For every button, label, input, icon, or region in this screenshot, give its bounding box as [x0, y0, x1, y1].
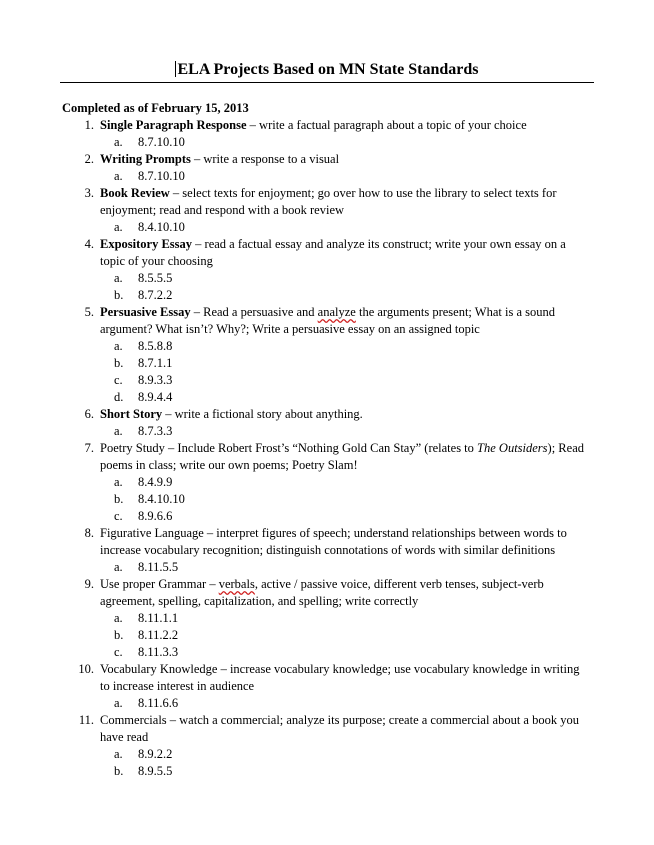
standard-letter: b. — [114, 356, 124, 370]
title-text: ELA Projects Based on MN State Standards — [177, 61, 479, 78]
text-part: – write a fictional story about anything. — [162, 407, 363, 421]
standard-code: 8.7.10.10 — [138, 169, 185, 183]
standard-letter: a. — [114, 169, 123, 183]
project-list — [62, 117, 592, 780]
standard-letter: a. — [114, 220, 123, 234]
list-item-number: 7. — [84, 441, 94, 455]
list-item-text — [100, 236, 592, 270]
list-item-text — [100, 712, 592, 746]
project-name: Persuasive Essay — [100, 305, 191, 319]
standard-item — [62, 372, 592, 389]
list-item — [62, 525, 592, 559]
project-name: Book Review — [100, 186, 170, 200]
list-item-text — [100, 440, 592, 474]
standard-letter: a. — [114, 339, 123, 353]
standard-item — [62, 644, 592, 661]
standard-code: 8.11.3.3 — [138, 645, 179, 659]
standard-letter: b. — [114, 288, 124, 302]
standard-item — [62, 355, 592, 372]
standard-letter: a. — [114, 424, 123, 438]
standard-letter: a. — [114, 475, 123, 489]
standard-letter: c. — [114, 373, 123, 387]
standard-letter: b. — [114, 764, 124, 778]
list-item-text — [100, 151, 592, 168]
text-part: – write a factual paragraph about a topic of your choice — [246, 118, 527, 132]
standard-item — [62, 389, 592, 406]
standard-letter: a. — [114, 560, 123, 574]
list-item-number: 2. — [84, 152, 94, 166]
standard-code: 8.7.2.2 — [138, 288, 173, 302]
standard-letter: c. — [114, 645, 123, 659]
standard-item — [62, 763, 592, 780]
standard-code: 8.7.3.3 — [138, 424, 173, 438]
standard-item — [62, 134, 592, 151]
standard-code: 8.11.2.2 — [138, 628, 179, 642]
text-part: – read a factual essay and analyze its construct; write your own essay on a topic of your choosing — [100, 237, 566, 268]
list-item-number: 1. — [84, 118, 94, 132]
standard-code: 8.4.10.10 — [138, 220, 185, 234]
list-item-number: 5. — [84, 305, 94, 319]
list-item — [62, 661, 592, 695]
text-part: Commercials – watch a commercial; analyze its purpose; create a commercial about a book you have read — [100, 713, 579, 744]
standard-item — [62, 627, 592, 644]
list-item-text — [100, 117, 592, 134]
standard-item — [62, 219, 592, 236]
standard-item — [62, 270, 592, 287]
standard-item — [62, 559, 592, 576]
text-part: ); Read poems in class; write our own poems; Poetry Slam! — [100, 441, 584, 472]
list-item-number: 4. — [84, 237, 94, 251]
standard-letter: a. — [114, 135, 123, 149]
list-item — [62, 304, 592, 338]
spellcheck-word: verbals — [218, 577, 255, 591]
standard-code: 8.7.1.1 — [138, 356, 173, 370]
text-part: – write a response to a visual — [190, 152, 340, 166]
list-item-number: 8. — [84, 526, 94, 540]
list-item-text — [100, 525, 592, 559]
list-item-text — [100, 304, 592, 338]
text-part: Vocabulary Knowledge – increase vocabulary knowledge; use vocabulary knowledge in writing to increase interest in audience — [100, 662, 580, 693]
standard-letter: a. — [114, 696, 123, 710]
text-part: – Read a persuasive and — [190, 305, 318, 319]
text-part: the arguments present; What is a sound argument? What isn’t? Why?; Write a persuasive essay on an assigned topic — [100, 305, 555, 336]
list-item — [62, 151, 592, 168]
text-part: , active / passive voice, different verb tenses, subject-verb agreement, spelling, capitalization, and spelling; write correctly — [100, 577, 544, 608]
standard-code: 8.11.6.6 — [138, 696, 179, 710]
standard-code: 8.4.9.9 — [138, 475, 173, 489]
list-item-text — [100, 406, 592, 423]
completed-date-heading: Completed as of February 15, 2013 — [62, 101, 249, 115]
project-name: Short Story — [100, 407, 163, 421]
list-item — [62, 712, 592, 746]
standard-item — [62, 423, 592, 440]
standard-letter: a. — [114, 271, 123, 285]
standard-item — [62, 491, 592, 508]
standard-code: 8.11.1.1 — [138, 611, 179, 625]
standard-item — [62, 168, 592, 185]
list-item-text — [100, 661, 592, 695]
list-item-number: 11. — [78, 713, 94, 727]
text-part: Figurative Language – interpret figures of speech; understand relationships between words to increase vocabulary recognition; distinguish connotations of words with similar definitions — [100, 526, 567, 557]
standard-item — [62, 474, 592, 491]
list-item-number: 3. — [84, 186, 94, 200]
standard-code: 8.11.5.5 — [138, 560, 179, 574]
standard-letter: b. — [114, 628, 124, 642]
title-underline — [60, 82, 594, 83]
standard-code: 8.7.10.10 — [138, 135, 185, 149]
standard-code: 8.9.4.4 — [138, 390, 173, 404]
list-item — [62, 236, 592, 270]
standard-item — [62, 610, 592, 627]
text-part: Use proper Grammar – — [100, 577, 219, 591]
list-item — [62, 185, 592, 219]
standard-code: 8.9.2.2 — [138, 747, 173, 761]
standard-letter: d. — [114, 390, 124, 404]
standard-item — [62, 287, 592, 304]
standard-code: 8.5.8.8 — [138, 339, 173, 353]
list-item — [62, 117, 592, 134]
standard-item — [62, 746, 592, 763]
standard-item — [62, 508, 592, 525]
project-name: Writing Prompts — [100, 152, 191, 166]
standard-code: 8.9.3.3 — [138, 373, 173, 387]
standard-item — [62, 338, 592, 355]
list-item — [62, 576, 592, 610]
standard-letter: a. — [114, 747, 123, 761]
standard-letter: a. — [114, 611, 123, 625]
text-part: Poetry Study – Include Robert Frost’s “Nothing Gold Can Stay” (relates to — [100, 441, 478, 455]
standard-letter: b. — [114, 492, 124, 506]
list-item-number: 6. — [84, 407, 94, 421]
project-name: Single Paragraph Response — [100, 118, 247, 132]
list-item-number: 9. — [84, 577, 94, 591]
document-title — [0, 60, 654, 80]
project-name: Expository Essay — [100, 237, 193, 251]
standard-code: 8.9.5.5 — [138, 764, 173, 778]
spellcheck-word: analyze — [317, 305, 356, 319]
standard-letter: c. — [114, 509, 123, 523]
list-item-number: 10. — [78, 662, 94, 676]
book-title: The Outsiders — [477, 441, 548, 455]
standard-item — [62, 695, 592, 712]
standard-code: 8.4.10.10 — [138, 492, 185, 506]
list-item — [62, 440, 592, 474]
standard-code: 8.5.5.5 — [138, 271, 173, 285]
text-part: – select texts for enjoyment; go over how to use the library to select texts for enjoyment; read and respond with a book review — [100, 186, 557, 217]
list-item — [62, 406, 592, 423]
list-item-text — [100, 185, 592, 219]
list-item-text — [100, 576, 592, 610]
standard-code: 8.9.6.6 — [138, 509, 173, 523]
